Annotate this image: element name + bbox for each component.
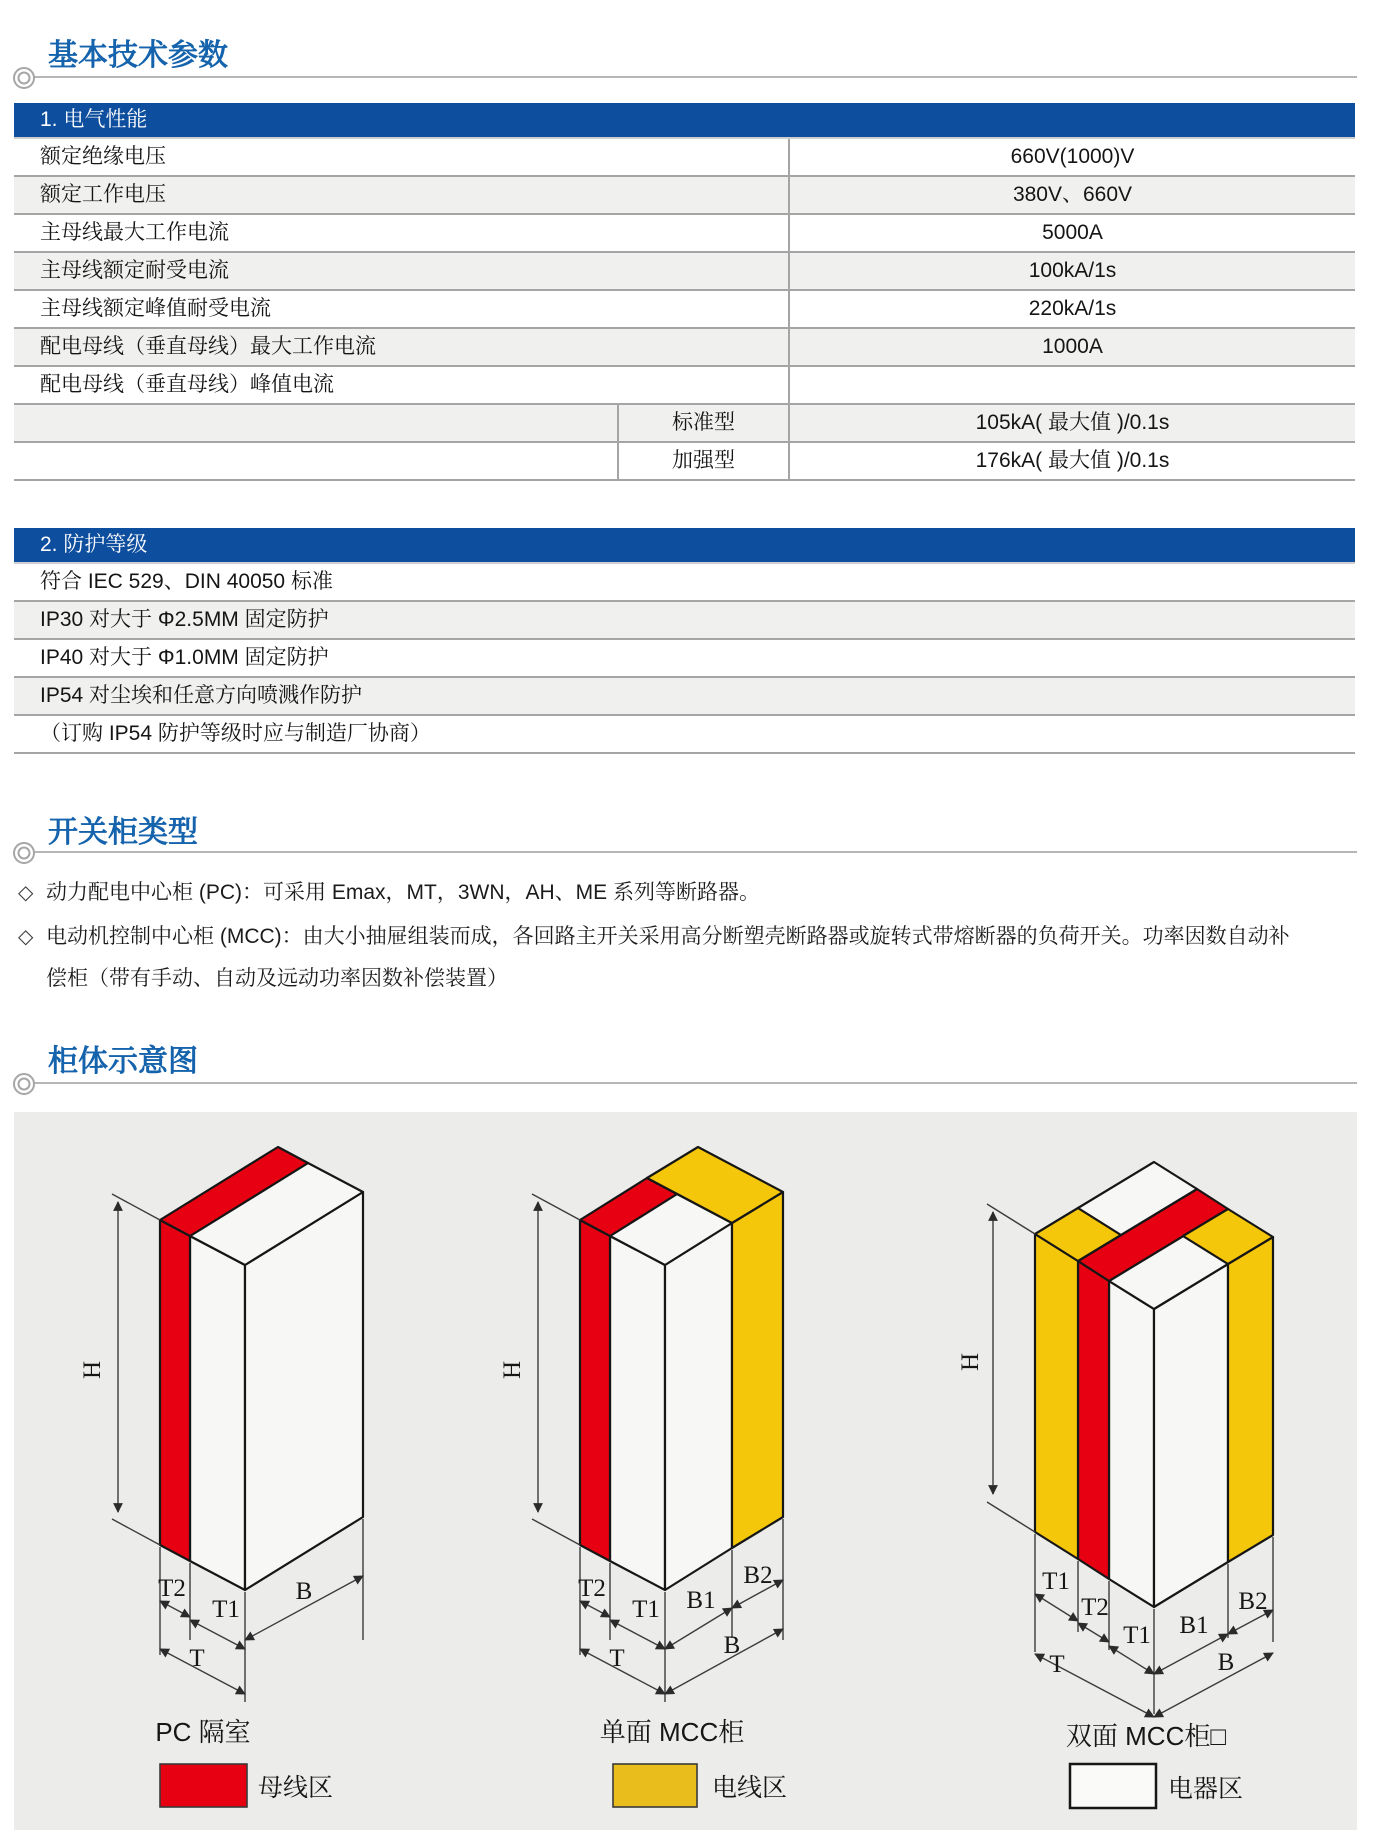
table-row <box>14 139 1355 177</box>
mcc1-front-b1-face <box>665 1223 732 1590</box>
dim-label-t1-back: T1 <box>1042 1568 1070 1595</box>
row-value <box>788 367 1355 403</box>
table-row <box>14 177 1355 215</box>
legend-label-wire: 电线区 <box>712 1774 788 1802</box>
table-row <box>14 253 1355 291</box>
dim-label-t1: T1 <box>632 1596 660 1623</box>
dim-label-t: T <box>189 1645 205 1672</box>
dim-label-b2: B2 <box>1238 1588 1268 1615</box>
table-header-electrical: 1. 电气性能 <box>14 103 1355 139</box>
caption-mcc-double: 双面 MCC柜□ <box>1065 1721 1227 1751</box>
row-label: 主母线额定耐受电流 <box>40 259 229 282</box>
table-row <box>14 329 1355 367</box>
ring-decoration-icon <box>10 839 38 867</box>
table-row <box>14 716 1355 754</box>
row-label: 主母线额定峰值耐受电流 <box>40 297 271 320</box>
mcc2-side-wire-face <box>1035 1234 1078 1559</box>
cabinet-diagrams <box>14 1112 1357 1830</box>
mcc2-side-white-face <box>1109 1281 1154 1607</box>
section-title-switchgear-types: 开关柜类型 <box>48 816 198 849</box>
pc-side-white-face <box>190 1236 245 1590</box>
table-row <box>14 564 1355 602</box>
dim-label-t: T <box>1049 1651 1065 1678</box>
dim-label-t: T <box>609 1645 625 1672</box>
table-row <box>14 291 1355 329</box>
dim-label-h: H <box>957 1352 984 1372</box>
legend-label-busbar: 母线区 <box>258 1774 334 1802</box>
row-label: 额定工作电压 <box>40 183 166 206</box>
ring-decoration-icon <box>10 1070 38 1098</box>
mcc1-side-white-face <box>610 1236 665 1590</box>
diamond-bullet-icon: ◇ <box>18 882 34 904</box>
diamond-bullet-icon: ◇ <box>18 926 34 948</box>
row-text: （订购 IP54 防护等级时应与制造厂协商） <box>40 722 431 745</box>
electrical-performance-table <box>14 103 1355 481</box>
bullet-mcc-cabinet-line2: 偿柜（带有手动、自动及远动功率因数补偿装置） <box>46 967 508 990</box>
row-spacer <box>14 443 617 479</box>
bullet-mcc-cabinet <box>18 920 1290 950</box>
dim-label-t2: T2 <box>158 1575 186 1602</box>
section-divider <box>24 76 1357 78</box>
row-label: 额定绝缘电压 <box>40 145 166 168</box>
row-label: 配电母线（垂直母线）峰值电流 <box>40 373 334 396</box>
section-title-basic-params: 基本技术参数 <box>48 39 228 72</box>
pc-side-busbar-face <box>160 1220 190 1561</box>
row-value: 105kA( 最大值 )/0.1s <box>788 405 1355 441</box>
table-row <box>14 678 1355 716</box>
legend-swatch-apparatus <box>1070 1764 1156 1808</box>
row-value: 1000A <box>788 329 1355 365</box>
mcc2-front-b1-face <box>1154 1264 1228 1607</box>
caption-mcc-single: 单面 MCC柜 <box>599 1717 745 1747</box>
row-text: IP40 对大于 Φ1.0MM 固定防护 <box>40 646 329 669</box>
row-spacer <box>14 405 617 441</box>
table-row <box>14 367 1355 405</box>
row-value: 5000A <box>788 215 1355 251</box>
dim-label-b: B <box>723 1632 741 1659</box>
row-value: 380V、660V <box>788 177 1355 213</box>
legend-swatch-wire <box>613 1764 697 1807</box>
row-value: 220kA/1s <box>788 291 1355 327</box>
row-text: 符合 IEC 529、DIN 40050 标准 <box>40 570 333 593</box>
dim-label-t2: T2 <box>1081 1594 1109 1621</box>
section-title-cabinet-diagram: 柜体示意图 <box>48 1045 198 1078</box>
table-row <box>14 640 1355 678</box>
dim-label-b: B <box>1217 1649 1235 1676</box>
row-text: IP54 对尘埃和任意方向喷溅作防护 <box>40 684 363 707</box>
section-divider <box>24 851 1357 853</box>
dim-label-h: H <box>499 1360 526 1380</box>
row-type: 加强型 <box>617 443 788 479</box>
ring-decoration-icon <box>10 64 38 92</box>
cabinet-pc <box>79 1147 363 1747</box>
caption-pc: PC 隔室 <box>155 1717 251 1747</box>
cabinet-mcc-single <box>499 1147 783 1747</box>
legend <box>160 1764 1243 1808</box>
mcc1-side-busbar-face <box>580 1220 610 1561</box>
protection-grade-table <box>14 528 1355 754</box>
cabinet-diagram-panel <box>14 1112 1357 1830</box>
legend-swatch-busbar <box>160 1764 247 1807</box>
table-header-protection: 2. 防护等级 <box>14 528 1355 564</box>
dim-label-t2: T2 <box>578 1575 606 1602</box>
row-value: 660V(1000)V <box>788 139 1355 175</box>
dim-label-b1: B1 <box>686 1587 716 1614</box>
mcc2-front-wire-face <box>1228 1237 1273 1562</box>
dim-label-b1: B1 <box>1179 1612 1209 1639</box>
dim-label-b: B <box>295 1578 313 1605</box>
dim-label-h: H <box>79 1360 106 1380</box>
bullet-text: 动力配电中心柜 (PC)：可采用 Emax，MT，3WN，AH、ME 系列等断路器。 <box>46 881 760 904</box>
mcc1-front-wire-face <box>732 1192 783 1548</box>
row-value: 100kA/1s <box>788 253 1355 289</box>
table-row <box>14 215 1355 253</box>
cabinet-mcc-double <box>957 1162 1273 1751</box>
dim-label-t1: T1 <box>212 1596 240 1623</box>
table-row <box>14 602 1355 640</box>
mcc2-side-busbar-face <box>1078 1261 1109 1579</box>
bullet-pc-cabinet <box>18 876 760 906</box>
dim-label-t1-front: T1 <box>1123 1622 1151 1649</box>
row-value: 176kA( 最大值 )/0.1s <box>788 443 1355 479</box>
bullet-text: 电动机控制中心柜 (MCC)：由大小抽屉组装而成，各回路主开关采用高分断塑壳断路器或旋转式带熔断器的负荷开关。功率因数自动补 <box>46 925 1290 948</box>
legend-label-apparatus: 电器区 <box>1168 1775 1244 1803</box>
section-divider <box>24 1082 1357 1084</box>
table-subrow <box>14 405 1355 443</box>
row-label: 配电母线（垂直母线）最大工作电流 <box>40 335 376 358</box>
row-label: 主母线最大工作电流 <box>40 221 229 244</box>
row-text: IP30 对大于 Φ2.5MM 固定防护 <box>40 608 329 631</box>
row-type: 标准型 <box>617 405 788 441</box>
dim-label-b2: B2 <box>743 1562 773 1589</box>
table-subrow <box>14 443 1355 481</box>
